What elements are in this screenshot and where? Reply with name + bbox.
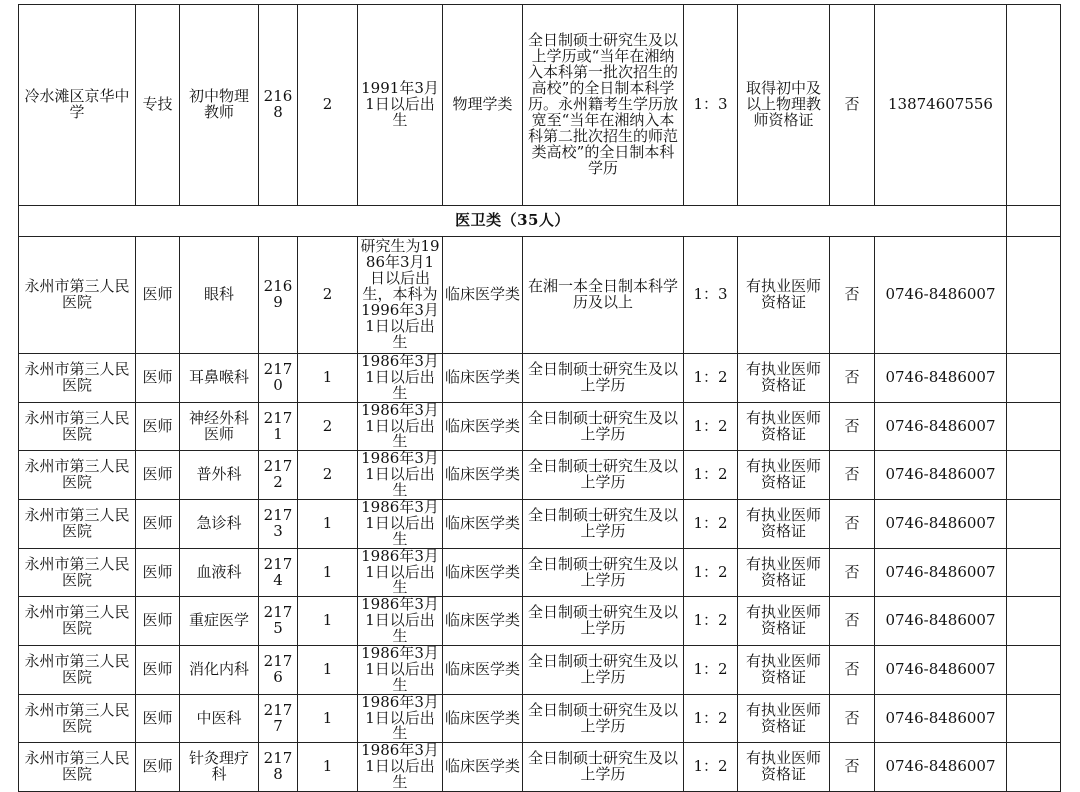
cell-unit: 冷水滩区京华中学 xyxy=(19,5,136,206)
cell-age: 1986年3月1日以后出生 xyxy=(358,402,443,451)
recruitment-table xyxy=(18,4,1061,792)
cell-unit: 永州市第三人民医院 xyxy=(19,548,136,597)
cell-count: 1 xyxy=(298,500,358,549)
cell-major: 临床医学类 xyxy=(443,597,523,646)
cell-age: 1986年3月1日以后出生 xyxy=(358,597,443,646)
cell-age: 1986年3月1日以后出生 xyxy=(358,548,443,597)
cell-remark xyxy=(1007,548,1061,597)
section-title: 医卫类（35人） xyxy=(19,206,1007,237)
cell-age: 研究生为1986年3月1日以后出生，本科为1996年3月1日以后出生 xyxy=(358,237,443,354)
cell-code: 2173 xyxy=(259,500,298,549)
cell-code: 2171 xyxy=(259,402,298,451)
cell-exam: 否 xyxy=(830,5,875,206)
cell-remark xyxy=(1007,500,1061,549)
cell-age: 1986年3月1日以后出生 xyxy=(358,694,443,743)
cell-ratio: 1：2 xyxy=(684,451,738,500)
cell-count: 1 xyxy=(298,354,358,403)
cell-ratio: 1：3 xyxy=(684,5,738,206)
cell-position: 中医科 xyxy=(180,694,259,743)
cell-age: 1986年3月1日以后出生 xyxy=(358,451,443,500)
cell-phone: 13874607556 xyxy=(875,5,1007,206)
cell-education: 全日制硕士研究生及以上学历 xyxy=(523,646,684,695)
cell-exam: 否 xyxy=(830,354,875,403)
cell-phone: 0746-8486007 xyxy=(875,694,1007,743)
cell-ratio: 1：2 xyxy=(684,597,738,646)
cell-exam: 否 xyxy=(830,237,875,354)
cell-position: 血液科 xyxy=(180,548,259,597)
cell-category: 医师 xyxy=(136,597,180,646)
cell-education: 全日制硕士研究生及以上学历或“当年在湘纳入本科第一批次招生的高校”的全日制本科学历。永州籍考生学历放宽至“当年在湘纳入本科第二批次招生的师范类高校”的全日制本科学历 xyxy=(523,5,684,206)
cell-code: 2168 xyxy=(259,5,298,206)
cell-count: 1 xyxy=(298,646,358,695)
cell-other: 有执业医师资格证 xyxy=(738,237,830,354)
table-row xyxy=(19,646,1061,695)
cell-remark xyxy=(1007,354,1061,403)
cell-unit: 永州市第三人民医院 xyxy=(19,597,136,646)
cell-phone: 0746-8486007 xyxy=(875,237,1007,354)
cell-age: 1986年3月1日以后出生 xyxy=(358,743,443,792)
cell-remark xyxy=(1007,694,1061,743)
cell-phone: 0746-8486007 xyxy=(875,597,1007,646)
cell-age: 1986年3月1日以后出生 xyxy=(358,646,443,695)
cell-category: 专技 xyxy=(136,5,180,206)
cell-other: 取得初中及以上物理教师资格证 xyxy=(738,5,830,206)
cell-major: 临床医学类 xyxy=(443,548,523,597)
cell-unit: 永州市第三人民医院 xyxy=(19,500,136,549)
cell-phone: 0746-8486007 xyxy=(875,402,1007,451)
cell-phone: 0746-8486007 xyxy=(875,354,1007,403)
cell-count: 2 xyxy=(298,402,358,451)
table-row xyxy=(19,597,1061,646)
cell-unit: 永州市第三人民医院 xyxy=(19,402,136,451)
cell-phone: 0746-8486007 xyxy=(875,500,1007,549)
cell-education: 全日制硕士研究生及以上学历 xyxy=(523,694,684,743)
cell-phone: 0746-8486007 xyxy=(875,451,1007,500)
table-row xyxy=(19,5,1061,206)
cell-count: 1 xyxy=(298,743,358,792)
cell-unit: 永州市第三人民医院 xyxy=(19,354,136,403)
table-row xyxy=(19,354,1061,403)
cell-code: 2170 xyxy=(259,354,298,403)
cell-remark xyxy=(1007,237,1061,354)
cell-count: 1 xyxy=(298,548,358,597)
cell-category: 医师 xyxy=(136,451,180,500)
cell-other: 有执业医师资格证 xyxy=(738,402,830,451)
cell-age: 1991年3月1日以后出生 xyxy=(358,5,443,206)
cell-code: 2175 xyxy=(259,597,298,646)
cell-major: 临床医学类 xyxy=(443,743,523,792)
cell-major: 临床医学类 xyxy=(443,500,523,549)
cell-major: 临床医学类 xyxy=(443,646,523,695)
cell-ratio: 1：3 xyxy=(684,237,738,354)
cell-position: 眼科 xyxy=(180,237,259,354)
cell-unit: 永州市第三人民医院 xyxy=(19,694,136,743)
cell-exam: 否 xyxy=(830,646,875,695)
cell-major: 临床医学类 xyxy=(443,354,523,403)
cell-major: 临床医学类 xyxy=(443,451,523,500)
cell-count: 2 xyxy=(298,237,358,354)
cell-position: 耳鼻喉科 xyxy=(180,354,259,403)
cell-major: 临床医学类 xyxy=(443,402,523,451)
cell-code: 2177 xyxy=(259,694,298,743)
cell-remark xyxy=(1007,743,1061,792)
table-row xyxy=(19,743,1061,792)
table-row xyxy=(19,500,1061,549)
cell-position: 急诊科 xyxy=(180,500,259,549)
cell-count: 2 xyxy=(298,5,358,206)
cell-code: 2176 xyxy=(259,646,298,695)
cell-education: 全日制硕士研究生及以上学历 xyxy=(523,597,684,646)
cell-category: 医师 xyxy=(136,354,180,403)
cell-major: 临床医学类 xyxy=(443,694,523,743)
cell-other: 有执业医师资格证 xyxy=(738,451,830,500)
cell-category: 医师 xyxy=(136,237,180,354)
cell-ratio: 1：2 xyxy=(684,743,738,792)
cell-education: 在湘一本全日制本科学历及以上 xyxy=(523,237,684,354)
cell-education: 全日制硕士研究生及以上学历 xyxy=(523,500,684,549)
cell-age: 1986年3月1日以后出生 xyxy=(358,354,443,403)
cell-other: 有执业医师资格证 xyxy=(738,500,830,549)
cell-remark xyxy=(1007,597,1061,646)
cell-exam: 否 xyxy=(830,451,875,500)
cell-phone: 0746-8486007 xyxy=(875,548,1007,597)
cell-other: 有执业医师资格证 xyxy=(738,548,830,597)
cell-education: 全日制硕士研究生及以上学历 xyxy=(523,451,684,500)
table-body xyxy=(19,5,1061,792)
cell-code: 2178 xyxy=(259,743,298,792)
cell-count: 1 xyxy=(298,694,358,743)
cell-education: 全日制硕士研究生及以上学历 xyxy=(523,354,684,403)
section-row xyxy=(19,206,1061,237)
cell-position: 初中物理教师 xyxy=(180,5,259,206)
cell-category: 医师 xyxy=(136,646,180,695)
cell-phone: 0746-8486007 xyxy=(875,743,1007,792)
cell-position: 针灸理疗科 xyxy=(180,743,259,792)
cell-major: 临床医学类 xyxy=(443,237,523,354)
cell-category: 医师 xyxy=(136,694,180,743)
cell-remark xyxy=(1007,402,1061,451)
cell-remark xyxy=(1007,5,1061,206)
cell-ratio: 1：2 xyxy=(684,354,738,403)
cell-ratio: 1：2 xyxy=(684,694,738,743)
table-row xyxy=(19,402,1061,451)
cell-category: 医师 xyxy=(136,548,180,597)
cell-exam: 否 xyxy=(830,743,875,792)
cell-unit: 永州市第三人民医院 xyxy=(19,646,136,695)
cell-remark xyxy=(1007,451,1061,500)
cell-unit: 永州市第三人民医院 xyxy=(19,451,136,500)
cell-phone: 0746-8486007 xyxy=(875,646,1007,695)
cell-other: 有执业医师资格证 xyxy=(738,694,830,743)
cell-ratio: 1：2 xyxy=(684,548,738,597)
cell-unit: 永州市第三人民医院 xyxy=(19,743,136,792)
table-row xyxy=(19,548,1061,597)
cell-count: 2 xyxy=(298,451,358,500)
cell-age: 1986年3月1日以后出生 xyxy=(358,500,443,549)
cell-position: 普外科 xyxy=(180,451,259,500)
cell-other: 有执业医师资格证 xyxy=(738,597,830,646)
cell-category: 医师 xyxy=(136,743,180,792)
table-row xyxy=(19,237,1061,354)
cell-other: 有执业医师资格证 xyxy=(738,743,830,792)
cell-category: 医师 xyxy=(136,500,180,549)
table-row xyxy=(19,451,1061,500)
cell-remark xyxy=(1007,646,1061,695)
cell-ratio: 1：2 xyxy=(684,402,738,451)
cell-other: 有执业医师资格证 xyxy=(738,354,830,403)
cell-education: 全日制硕士研究生及以上学历 xyxy=(523,402,684,451)
cell-other: 有执业医师资格证 xyxy=(738,646,830,695)
cell-exam: 否 xyxy=(830,402,875,451)
cell-remark xyxy=(1007,206,1061,237)
cell-unit: 永州市第三人民医院 xyxy=(19,237,136,354)
cell-position: 神经外科医师 xyxy=(180,402,259,451)
cell-position: 消化内科 xyxy=(180,646,259,695)
cell-code: 2174 xyxy=(259,548,298,597)
cell-category: 医师 xyxy=(136,402,180,451)
cell-exam: 否 xyxy=(830,694,875,743)
cell-exam: 否 xyxy=(830,500,875,549)
cell-exam: 否 xyxy=(830,548,875,597)
cell-exam: 否 xyxy=(830,597,875,646)
cell-education: 全日制硕士研究生及以上学历 xyxy=(523,743,684,792)
table-row xyxy=(19,694,1061,743)
cell-count: 1 xyxy=(298,597,358,646)
cell-ratio: 1：2 xyxy=(684,646,738,695)
cell-code: 2172 xyxy=(259,451,298,500)
cell-ratio: 1：2 xyxy=(684,500,738,549)
cell-code: 2169 xyxy=(259,237,298,354)
cell-position: 重症医学 xyxy=(180,597,259,646)
cell-major: 物理学类 xyxy=(443,5,523,206)
cell-education: 全日制硕士研究生及以上学历 xyxy=(523,548,684,597)
